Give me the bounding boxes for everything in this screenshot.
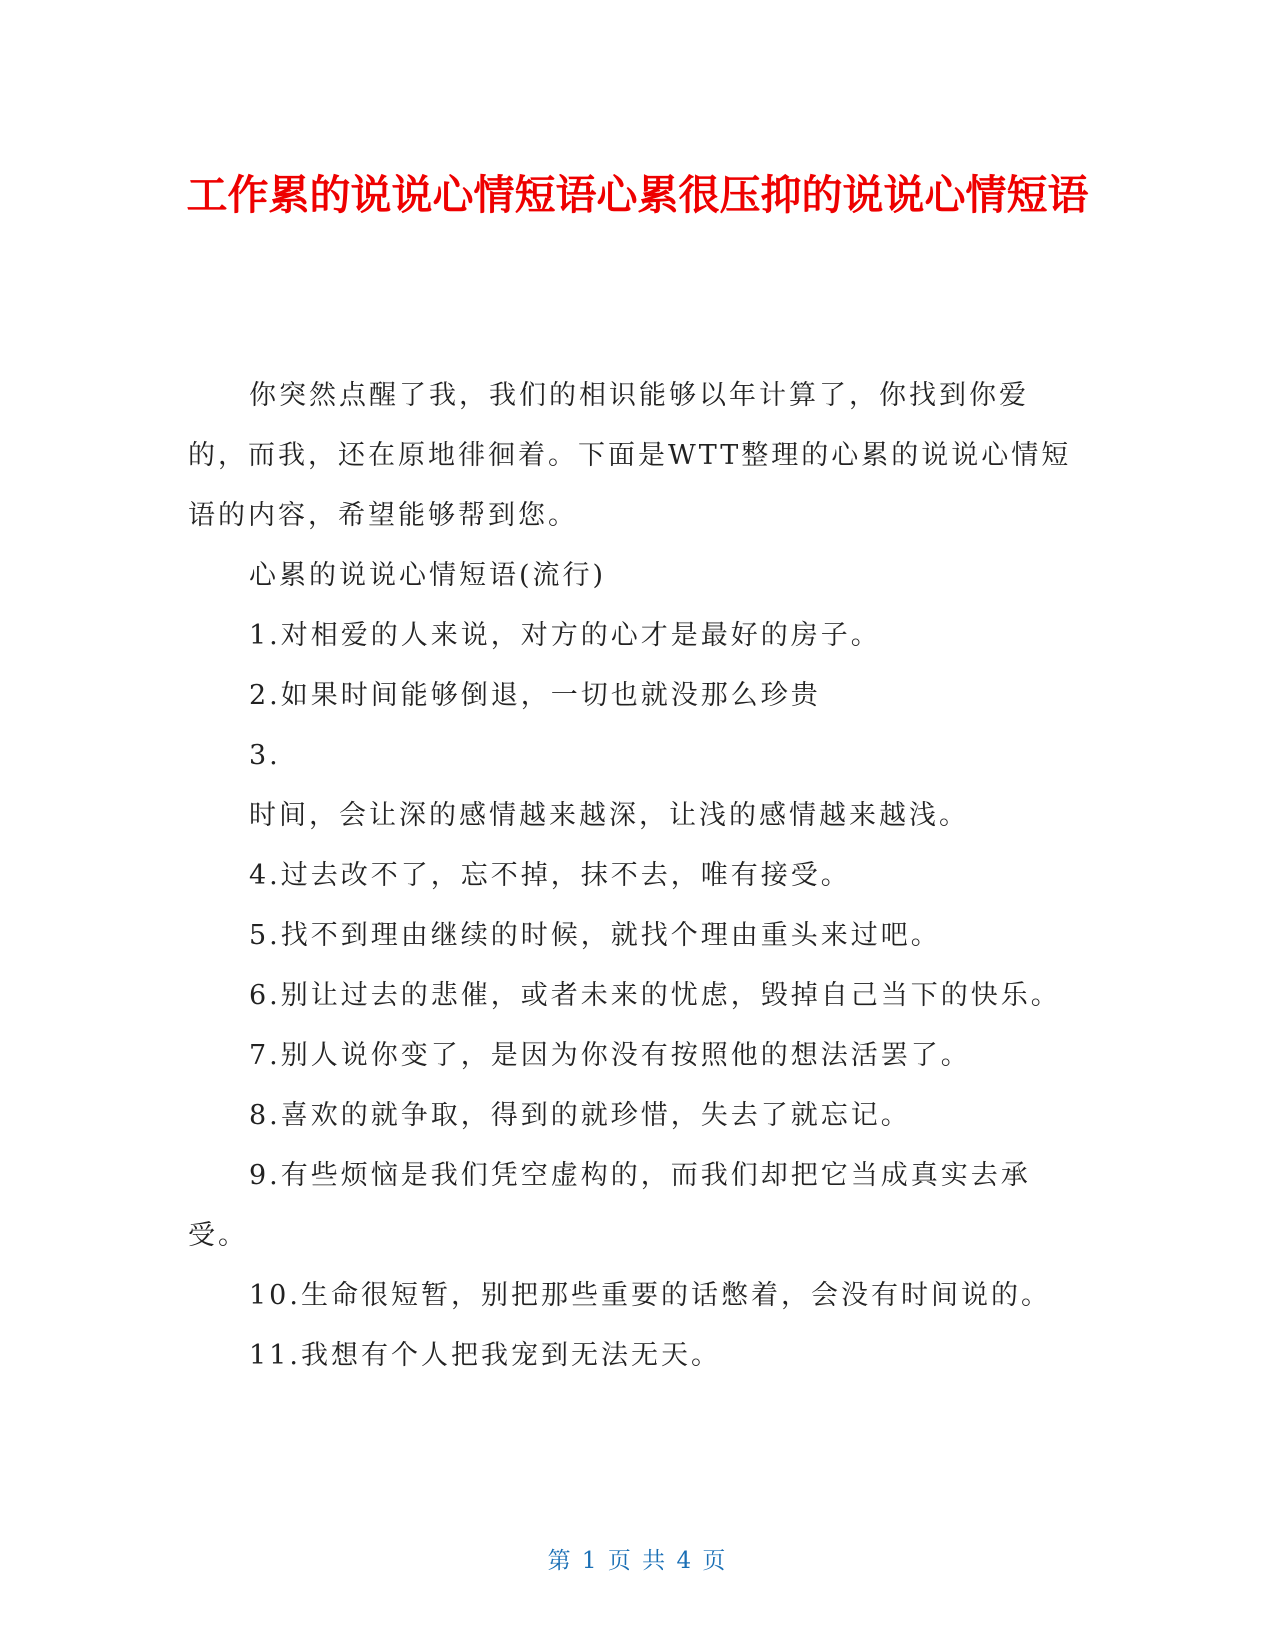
list-item: 7.别人说你变了，是因为你没有按照他的想法活罢了。 (249, 1040, 971, 1071)
list-item: 10.生命很短暂，别把那些重要的话憋着，会没有时间说的。 (249, 1280, 1051, 1311)
list-item: 4.过去改不了，忘不掉，抹不去，唯有接受。 (249, 860, 851, 891)
list-item: 3. (249, 740, 281, 771)
list-item: 2.如果时间能够倒退，一切也就没那么珍贵 (249, 680, 821, 711)
document-body (188, 366, 1086, 1386)
list-item: 5.找不到理由继续的时候，就找个理由重头来过吧。 (249, 920, 941, 951)
document-title: 工作累的说说心情短语心累很压抑的说说心情短语 (186, 171, 1089, 219)
section-heading: 心累的说说心情短语(流行) (249, 560, 607, 591)
list-item: 1.对相爱的人来说，对方的心才是最好的房子。 (249, 620, 881, 651)
page-number-footer: 第 1 页 共 4 页 (547, 1548, 728, 1574)
list-item: 6.别让过去的悲催，或者未来的忧虑，毁掉自己当下的快乐。 (249, 980, 1061, 1011)
list-item: 时间，会让深的感情越来越深，让浅的感情越来越浅。 (249, 800, 969, 831)
intro-paragraph: 你突然点醒了我，我们的相识能够以年计算了，你找到你爱的，而我，还在原地徘徊着。下面是WTT整理的心累的说说心情短语的内容，希望能够帮到您。 (188, 380, 1072, 531)
list-item: 9.有些烦恼是我们凭空虚构的，而我们却把它当成真实去承受。 (188, 1160, 1031, 1251)
list-item: 11.我想有个人把我宠到无法无天。 (249, 1340, 721, 1371)
list-item: 8.喜欢的就争取，得到的就珍惜，失去了就忘记。 (249, 1100, 911, 1131)
